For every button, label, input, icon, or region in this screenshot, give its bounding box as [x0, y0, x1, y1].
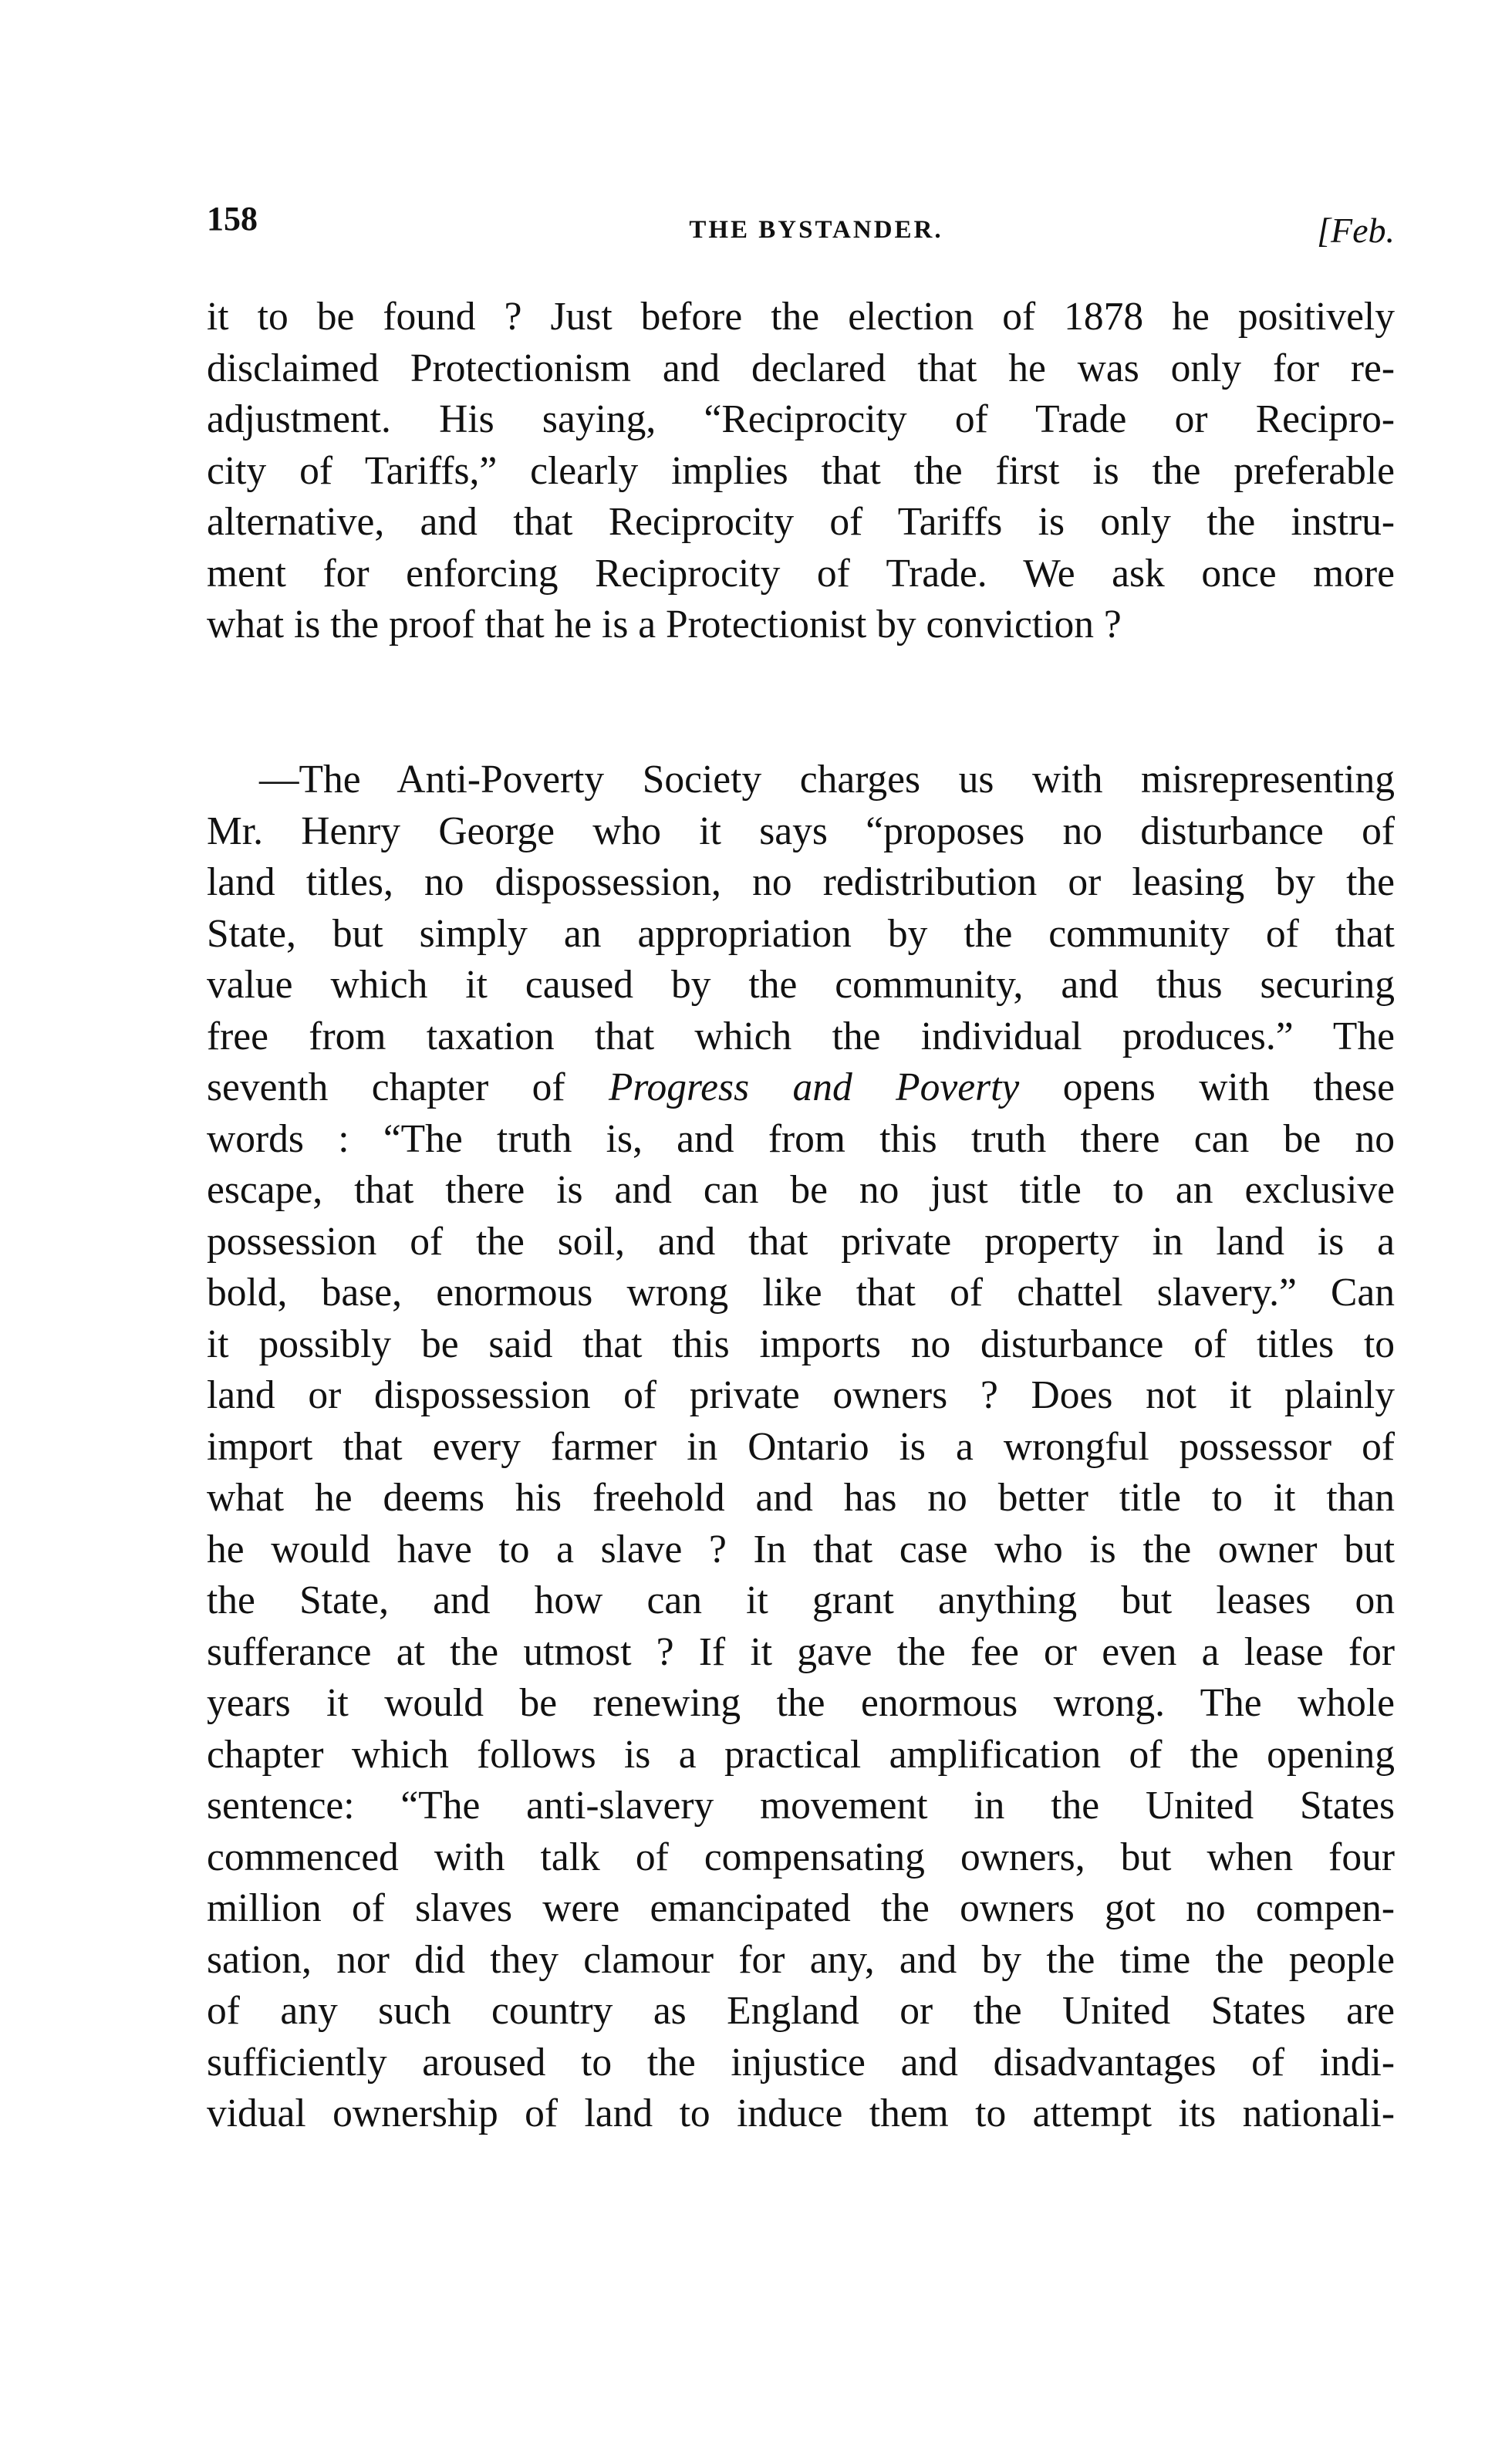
text-line: disclaimed Protectionism and declared that he was only for re-	[207, 346, 1395, 390]
text-line: sufferance at the utmost ? If it gave the fee or even a lease for	[207, 1629, 1395, 1674]
text-line: Mr. Henry George who it says “proposes no disturbance of	[207, 809, 1395, 853]
text-line: sufficiently aroused to the injustice and disadvantages of indi-	[207, 2040, 1395, 2085]
text-line: of any such country as England or the United States are	[207, 1989, 1395, 2033]
text-line: sentence: “The anti-slavery movement in the United States	[207, 1784, 1395, 1828]
text-segment: opens with these	[1019, 1065, 1396, 1109]
text-line	[207, 1062, 1395, 1114]
text-line: ment for enforcing Reciprocity of Trade. We ask once more	[207, 551, 1395, 596]
text-line: what he deems his freehold and has no better title to it than	[207, 1476, 1395, 1520]
page-number: 158	[207, 200, 258, 238]
text-line: city of Tariffs,” clearly implies that the first is the preferable	[207, 448, 1395, 493]
paragraph-protectionism	[207, 292, 1395, 651]
text-line: vidual ownership of land to induce them to attempt its nationali-	[207, 2091, 1395, 2135]
issue-month: [Feb.	[1317, 211, 1395, 250]
book-title-italic: Progress and Poverty	[608, 1065, 1020, 1109]
text-line: years it would be renewing the enormous wrong. The whole	[207, 1681, 1395, 1725]
text-line: the State, and how can it grant anything but leases on	[207, 1578, 1395, 1622]
text-line: —The Anti-Poverty Society charges us with misrepresenting	[259, 758, 1395, 802]
journal-title: THE BYSTANDER.	[689, 216, 943, 244]
text-line: land or dispossession of private owners ? Does not it plainly	[207, 1373, 1395, 1417]
text-segment: seventh chapter of	[207, 1065, 609, 1109]
text-line: commenced with talk of compensating owners, but when four	[207, 1835, 1395, 1879]
text-line: land titles, no dispossession, no redistribution or leasing by the	[207, 860, 1395, 904]
text-line: adjustment. His saying, “Reciprocity of Trade or Recipro-	[207, 397, 1395, 441]
text-line: words : “The truth is, and from this truth there can be no	[207, 1116, 1395, 1161]
text-line: escape, that there is and can be no just title to an exclusive	[207, 1168, 1395, 1212]
text-line: it possibly be said that this imports no disturbance of titles to	[207, 1322, 1395, 1366]
paragraph-anti-poverty-society	[207, 755, 1395, 2140]
text-line: million of slaves were emancipated the owners got no compen-	[207, 1886, 1395, 1930]
text-line: possession of the soil, and that private property in land is a	[207, 1219, 1395, 1264]
text-line: sation, nor did they clamour for any, and by the time the people	[207, 1937, 1395, 1982]
text-line: value which it caused by the community, and thus securing	[207, 963, 1395, 1007]
text-line: free from taxation that which the individual produces.” The	[207, 1014, 1395, 1058]
text-line: chapter which follows is a practical amplification of the opening	[207, 1732, 1395, 1777]
text-line: he would have to a slave ? In that case who is the owner but	[207, 1527, 1395, 1571]
text-line: bold, base, enormous wrong like that of chattel slavery.” Can	[207, 1271, 1395, 1315]
text-line: it to be found ? Just before the election of 1878 he positively	[207, 295, 1395, 339]
text-line: what is the proof that he is a Protectionist by conviction ?	[207, 603, 1122, 646]
text-line: alternative, and that Reciprocity of Tariffs is only the instru-	[207, 500, 1395, 544]
text-line: State, but simply an appropriation by the community of that	[207, 911, 1395, 956]
running-head	[207, 199, 1395, 250]
text-line: import that every farmer in Ontario is a wrongful possessor of	[207, 1424, 1395, 1469]
